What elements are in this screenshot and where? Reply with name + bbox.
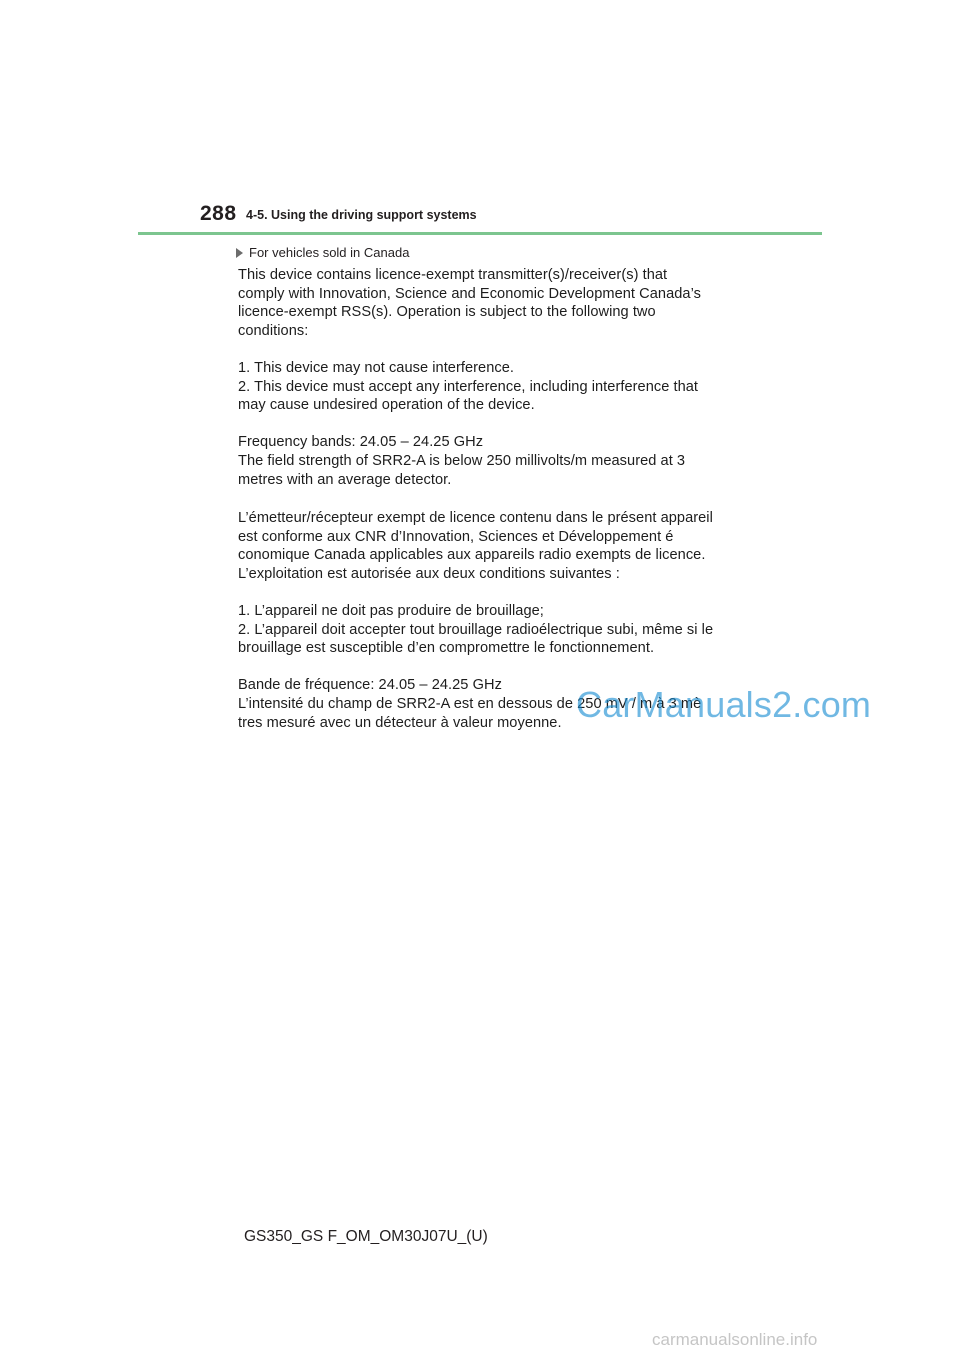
notice-english: [238, 266, 768, 489]
notice-line: conomique Canada applicables aux appareils radio exempts de licence.: [238, 547, 706, 564]
notice-line: [238, 415, 768, 434]
page-header: [0, 0, 960, 240]
document-code: GS350_GS F_OM_OM30J07U_(U): [244, 1228, 488, 1245]
notice-line: [238, 340, 768, 359]
notice-line: [238, 658, 768, 677]
notice-line: brouillage est susceptible d’en compromettre le fonctionnement.: [238, 640, 655, 657]
notice-line: comply with Innovation, Science and Economic Development Canada’s: [238, 285, 701, 302]
notice-line: 2. L’appareil doit accepter tout brouillage radioélectrique subi, même si le: [238, 621, 714, 638]
page-number: 288: [200, 202, 237, 225]
section-title: 4-5. Using the driving support systems: [246, 208, 477, 222]
notice-line: L’exploitation est autorisée aux deux conditions suivantes :: [238, 565, 620, 582]
notice-line: L’intensité du champ de SRR2-A est en dessous de 250 mV / m à 3 mè: [238, 696, 702, 713]
notice-line: conditions:: [238, 322, 309, 339]
notice-line: metres with an average detector.: [238, 471, 452, 488]
header-divider: [138, 232, 822, 235]
notice-line: Bande de fréquence: 24.05 – 24.25 GHz: [238, 677, 502, 694]
notice-line: tres mesuré avec un détecteur à valeur moyenne.: [238, 714, 562, 731]
notice-line: This device contains licence-exempt transmitter(s)/receiver(s) that: [238, 267, 668, 283]
notice-line: The field strength of SRR2-A is below 250 millivolts/m measured at 3: [238, 452, 686, 469]
notice-line: est conforme aux CNR d’Innovation, Sciences et Développement é: [238, 528, 674, 545]
notice-line: [238, 584, 768, 603]
notice-line: 1. L’appareil ne doit pas produire de brouillage;: [238, 603, 544, 620]
regulatory-notice: [238, 266, 768, 732]
bullet-text: For vehicles sold in Canada: [249, 245, 410, 260]
notice-line: may cause undesired operation of the device.: [238, 397, 535, 414]
notice-gap: [238, 489, 768, 509]
site-watermark: carmanualsonline.info: [652, 1330, 818, 1349]
watermark-text: CarManuals2.com: [576, 684, 872, 725]
notice-french: [238, 509, 768, 732]
triangle-bullet-icon: [236, 248, 243, 258]
notice-line: Frequency bands: 24.05 – 24.25 GHz: [238, 434, 484, 451]
bullet-item: [236, 245, 409, 260]
notice-line: L’émetteur/récepteur exempt de licence contenu dans le présent appareil: [238, 510, 713, 527]
notice-line: licence-exempt RSS(s). Operation is subject to the following two: [238, 304, 656, 321]
notice-line: 1. This device may not cause interference.: [238, 359, 515, 376]
notice-line: 2. This device must accept any interference, including interference that: [238, 378, 699, 395]
